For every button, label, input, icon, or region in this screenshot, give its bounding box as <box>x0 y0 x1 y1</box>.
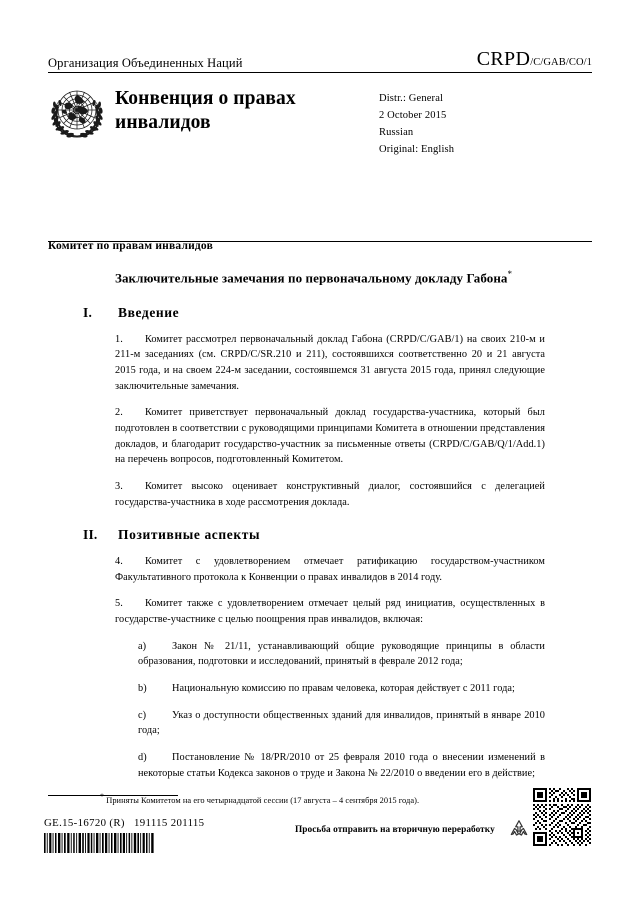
masthead <box>48 48 592 158</box>
section-heading-ii <box>48 527 592 543</box>
paragraph-text: Комитет высоко оценивает конструктивный диалог, состоявшийся с делегацией государства-участника в ходе рассмотрения доклада. <box>115 480 545 508</box>
recycle-icon <box>508 818 530 840</box>
committee-name: Комитет по правам инвалидов <box>48 240 214 252</box>
paragraph-number: 2. <box>115 407 123 419</box>
subitem-letter: c) <box>138 709 147 721</box>
job-number: GE.15-16720 (R) <box>44 817 125 829</box>
paragraph-1 <box>115 332 545 395</box>
paragraph-number: 3. <box>115 480 123 492</box>
document-symbol-suffix: /C/GAB/CO/1 <box>530 57 592 68</box>
masthead-rule <box>48 72 592 73</box>
job-date-codes: 191115 201115 <box>133 817 205 829</box>
section-numeral: I. <box>83 304 93 320</box>
title-footnote-marker: * <box>507 269 513 279</box>
page-title <box>115 268 515 288</box>
subitem-b <box>138 681 545 697</box>
paragraph-text: Комитет приветствует первоначальный доклад государства-участника, который был подготовлен в соответствии с руководящими принципами Комитета в отношении представления докладов, и благодарит государство-участник за письменные ответы (CRPD/C/GAB/Q/1/Add.1) на перечень вопросов, подготовленный Комитетом. <box>115 407 545 466</box>
subitem-letter: b) <box>138 683 147 695</box>
document-symbol-main: CRPD <box>476 48 531 70</box>
subitem-text: Национальную комиссию по правам человека, которая действует с 2011 года; <box>172 683 515 695</box>
subitem-letter: d) <box>138 751 147 763</box>
distribution-block <box>379 85 454 158</box>
distribution-original: Original: English <box>379 144 455 155</box>
section-label: Введение <box>118 304 180 320</box>
distribution-date: 2 October 2015 <box>379 110 447 121</box>
document-body <box>48 268 592 792</box>
barcode <box>44 833 156 853</box>
paragraph-5 <box>115 596 545 627</box>
recycle-request-text: Просьба отправить на вторичную переработку <box>295 825 495 835</box>
footnote-marker: * <box>100 792 105 801</box>
paragraph-4 <box>115 554 545 585</box>
footnote <box>100 791 540 807</box>
footer-job-number <box>44 817 204 829</box>
subitem-text: Постановление № 18/PR/2010 от 25 февраля 2010 года о внесении изменений в некоторые статьи Кодекса законов о труде и Закона № 22/2010 о введении его в действие; <box>138 751 545 779</box>
section-label: Позитивные аспекты <box>118 527 261 543</box>
qr-code <box>533 788 591 846</box>
paragraph-number: 5. <box>115 598 123 610</box>
page-title-text: Заключительные замечания по первоначальному докладу Габона <box>115 270 508 286</box>
section-heading-i <box>48 305 592 321</box>
subitem-letter: a) <box>138 640 147 652</box>
organization-name: Организация Объединенных Наций <box>48 55 243 70</box>
section-numeral: II. <box>83 527 98 543</box>
subitem-text: Указ о доступности общественных зданий для инвалидов, принятый в январе 2010 года; <box>138 709 545 737</box>
masthead-top-row <box>48 48 592 70</box>
distribution-type: Distr.: General <box>379 93 444 104</box>
subitem-a <box>138 639 545 670</box>
paragraph-text: Комитет также с удовлетворением отмечает целый ряд инициатив, осуществленных в государстве-участнике с целью поощрения прав инвалидов, включая: <box>115 598 545 626</box>
distribution-language: Russian <box>379 127 414 138</box>
masthead-body <box>48 85 592 158</box>
paragraph-2 <box>115 405 545 468</box>
convention-title: Конвенция о правах инвалидов <box>115 88 296 133</box>
paragraph-number: 1. <box>115 333 123 345</box>
subitem-c <box>138 708 545 739</box>
paragraph-3 <box>115 479 545 510</box>
subitem-text: Закон № 21/11, устанавливающий общие руководящие принципы в области образования, подготовки и исследований, принятый в феврале 2012 года; <box>138 640 545 668</box>
paragraph-text: Комитет с удовлетворением отмечает ратификацию государством-участником Факультативного протокола к Конвенции о правах инвалидов в 2014 году. <box>115 556 545 583</box>
paragraph-text: Комитет рассмотрел первоначальный доклад Габона (CRPD/C/GAB/1) на своих 210-м и 211-м заседаниях (см. CRPD/C/SR.210 и 211), состоявшихся соответственно 20 и 21 августа 2015 года, и на своем 224-м заседании, состоявшемся 31 августа 2015 года, принял следующие заключительные замечания. <box>115 333 545 392</box>
subitem-d <box>138 750 545 781</box>
footnote-text: Приняты Комитетом на его четырнадцатой сессии (17 августа – 4 сентября 2015 года). <box>106 795 420 805</box>
un-emblem <box>48 86 106 140</box>
paragraph-number: 4. <box>115 556 123 568</box>
document-symbol <box>477 49 592 69</box>
